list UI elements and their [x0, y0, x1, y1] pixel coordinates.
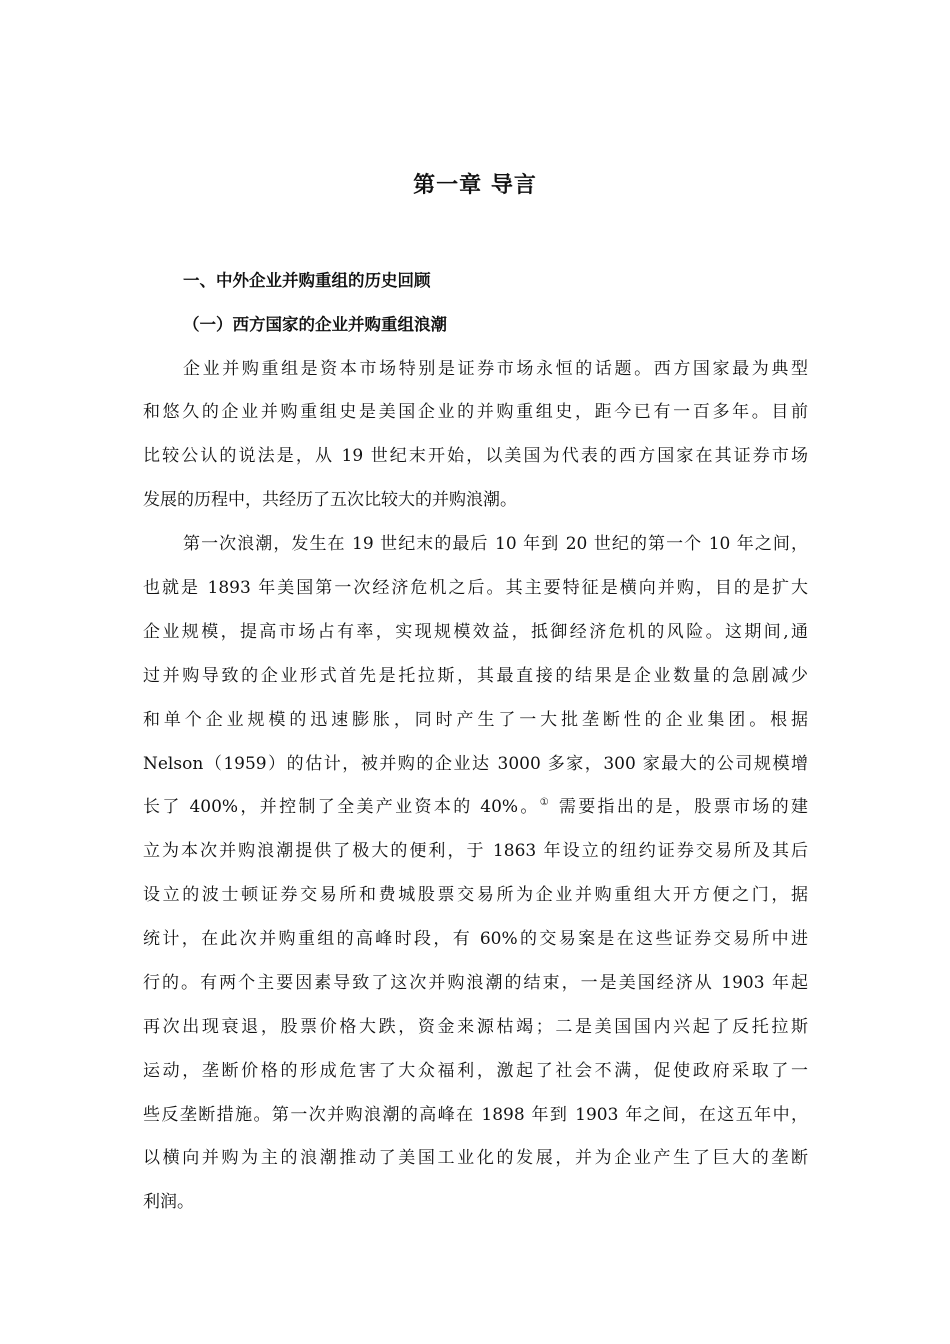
paragraph-text: 长了 400%，并控制了全美产业资本的 40%。	[143, 797, 540, 817]
paragraph-line: 企业并购重组是资本市场特别是证券市场永恒的话题。西方国家最为典型	[183, 359, 808, 379]
paragraph-line: 过并购导致的企业形式首先是托拉斯，其最直接的结果是企业数量的急剧减少	[143, 666, 808, 686]
paragraph-line: 和单个企业规模的迅速膨胀，同时产生了一大批垄断性的企业集团。根据	[143, 710, 808, 730]
paragraph-line: 运动，垄断价格的形成危害了大众福利，激起了社会不满，促使政府采取了一	[143, 1061, 808, 1081]
paragraph-line: 第一次浪潮，发生在 19 世纪末的最后 10 年到 20 世纪的第一个 10 年之间，	[183, 534, 808, 554]
section-heading: 一、中外企业并购重组的历史回顾	[183, 271, 431, 290]
paragraph-line: 和悠久的企业并购重组史是美国企业的并购重组史，距今已有一百多年。目前	[143, 402, 808, 422]
paragraph-line: 以横向并购为主的浪潮推动了美国工业化的发展，并为企业产生了巨大的垄断	[143, 1148, 808, 1168]
chapter-title: 第一章 导言	[413, 173, 537, 198]
paragraph-line: Nelson（1959）的估计，被并购的企业达 3000 多家，300 家最大的公司规模增	[143, 754, 808, 774]
paragraph-line: 行的。有两个主要因素导致了这次并购浪潮的结束，一是美国经济从 1903 年起	[143, 973, 808, 993]
subsection-heading: （一）西方国家的企业并购重组浪潮	[183, 315, 447, 334]
paragraph-line: 设立的波士顿证券交易所和费城股票交易所为企业并购重组大开方便之门，据	[143, 885, 808, 905]
paragraph-line: 发展的历程中，共经历了五次比较大的并购浪潮。	[143, 490, 517, 510]
paragraph-line: 比较公认的说法是，从 19 世纪末开始，以美国为代表的西方国家在其证券市场	[143, 446, 808, 466]
paragraph-line: 企业规模，提高市场占有率，实现规模效益，抵御经济危机的风险。这期间,通	[143, 622, 808, 642]
paragraph-line: 立为本次并购浪潮提供了极大的便利，于 1863 年设立的纽约证券交易所及其后	[143, 841, 808, 861]
paragraph-line-with-footnote	[143, 792, 808, 822]
paragraph-line: 利润。	[143, 1192, 194, 1212]
footnote-marker[interactable]: ①	[539, 797, 552, 808]
paragraph-line: 统计，在此次并购重组的高峰时段，有 60%的交易案是在这些证券交易所中进	[143, 929, 808, 949]
paragraph-line: 些反垄断措施。第一次并购浪潮的高峰在 1898 年到 1903 年之间，在这五年中，	[143, 1105, 808, 1125]
paragraph-line: 也就是 1893 年美国第一次经济危机之后。其主要特征是横向并购，目的是扩大	[143, 578, 808, 598]
paragraph-text: 需要指出的是，股票市场的建	[551, 797, 808, 817]
paragraph-line: 再次出现衰退，股票价格大跌，资金来源枯竭；二是美国国内兴起了反托拉斯	[143, 1017, 808, 1037]
